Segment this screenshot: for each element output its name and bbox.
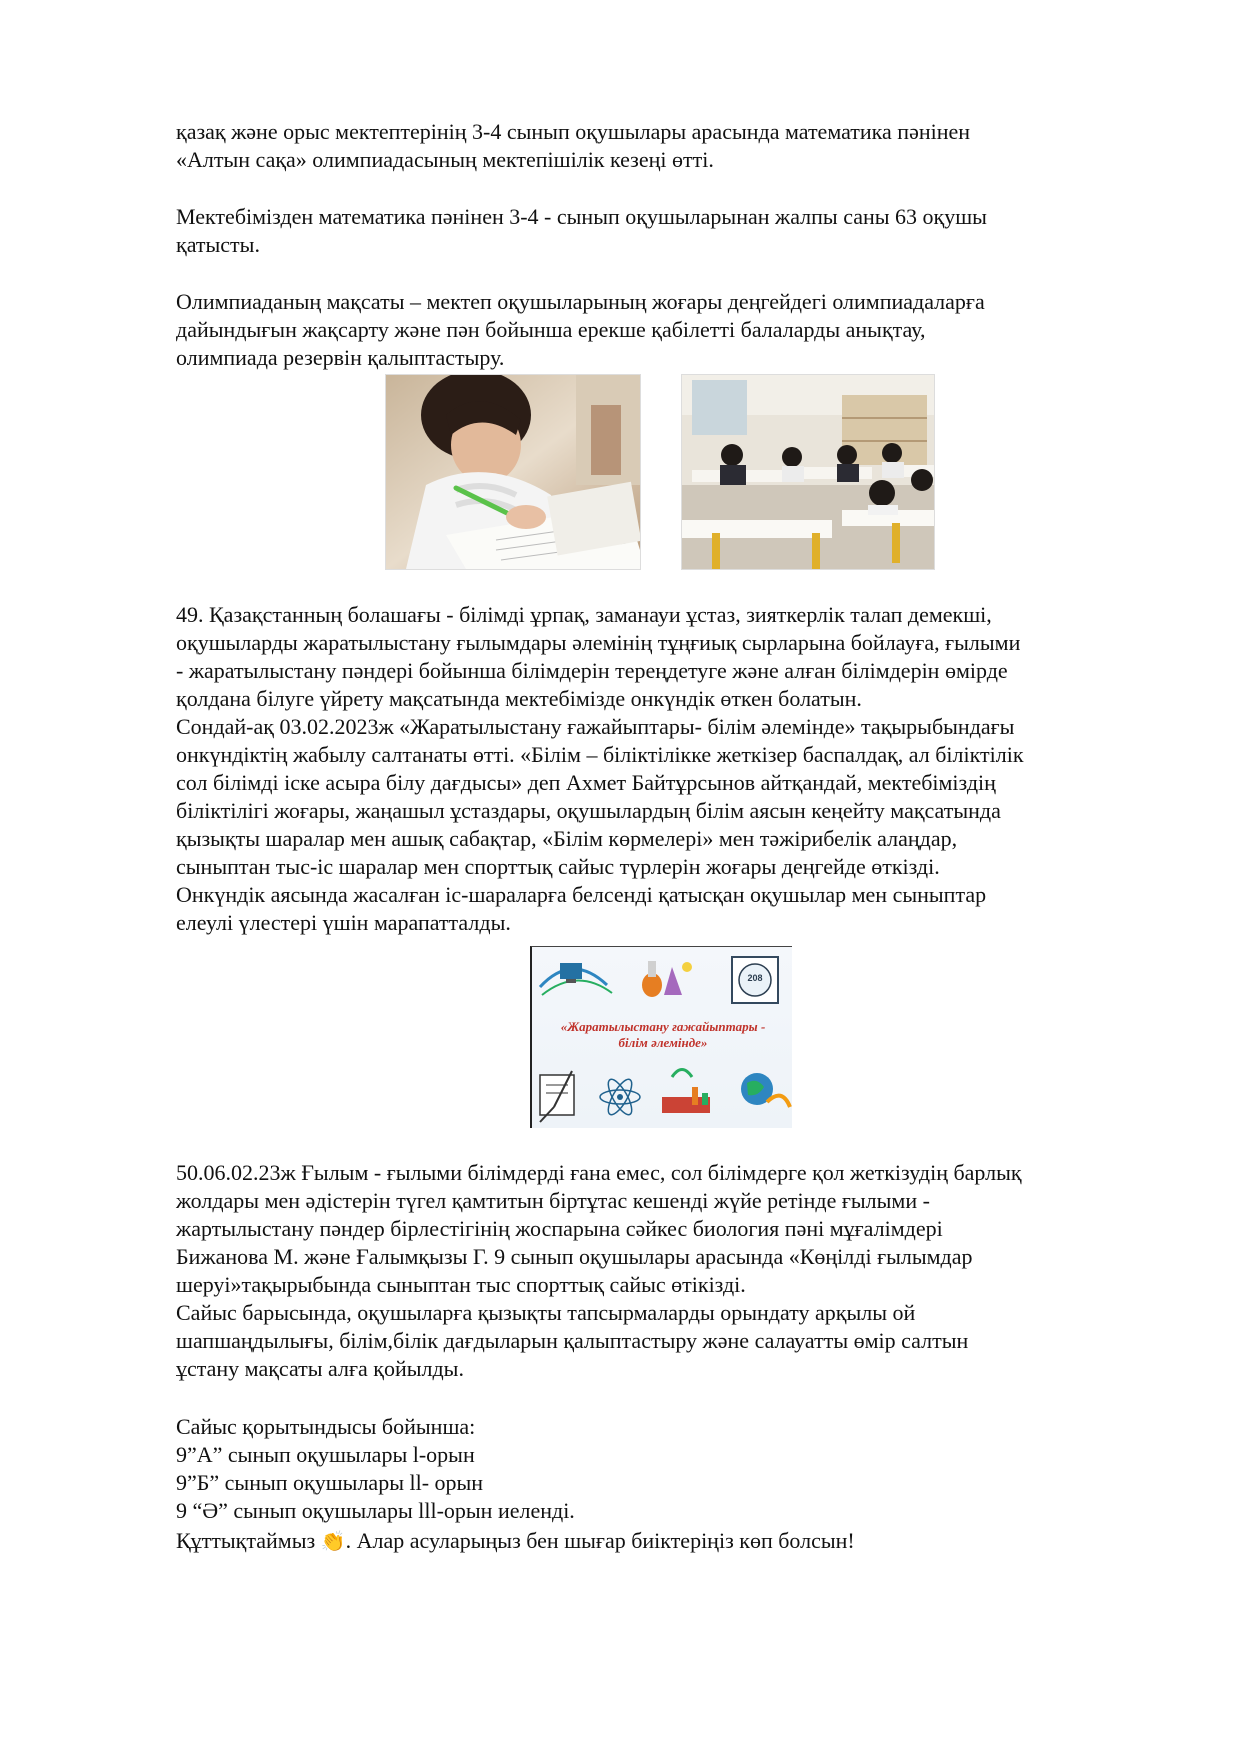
girl-writing-photo [385, 374, 641, 570]
text-line: оқушыларды жаратылыстану ғылымдары әлемінің тұңғиық сырларына бойлауға, ғылыми [176, 630, 1021, 655]
banner-badge-number: 208 [747, 973, 763, 983]
result-item: 9”Б” сынып оқушылары ll- орын [176, 1470, 484, 1495]
text-line: қолдана білуге үйрету мақсатында мектебімізде онкүндік өткен болатын. [176, 686, 862, 711]
result-item: 9 “Ә” сынып оқушылары lll-орын иеленді. [176, 1498, 575, 1523]
text-line: 49. Қазақстанның болашағы - білімді ұрпақ, заманауи ұстаз, зияткерлік талап демекші, [176, 602, 992, 627]
result-item: 9”А” сынып оқушылары l-орын [176, 1442, 475, 1467]
text-line: олимпиада резервін қалыптастыру. [176, 345, 505, 370]
text-line: Бижанова М. және Ғалымқызы Г. 9 сынып оқушылары арасында «Көңілді ғылымдар [176, 1244, 973, 1269]
closing-text-start: Құттықтаймыз [176, 1528, 321, 1553]
text-line: Мектебімізден математика пәнінен 3-4 - сынып оқушыларынан жалпы саны 63 оқушы [176, 204, 987, 229]
closing-line [176, 1527, 855, 1555]
text-line: жартылыстану пәндер бірлестігінің жоспарына сәйкес биология пәні мұғалімдері [176, 1216, 943, 1241]
text-line: сыныптан тыс-іс шаралар мен спорттық сайыс түрлерін жоғары деңгейде өткізді. [176, 854, 940, 879]
text-line: қазақ және орыс мектептерінің 3-4 сынып оқушылары арасында математика пәнінен [176, 119, 971, 144]
text-line: 50.06.02.23ж Ғылым - ғылыми білімдерді ғана емес, сол білімдерге қол жеткізудің барлық [176, 1160, 1022, 1185]
classroom-illustration [682, 375, 934, 569]
text-line: қатысты. [176, 232, 260, 257]
classroom-photo [681, 374, 935, 570]
text-line: ұстану мақсаты алға қойылды. [176, 1356, 464, 1381]
text-line: Сайыс барысында, оқушыларға қызықты тапсырмаларды орындату арқылы ой [176, 1300, 916, 1325]
text-line: жолдары мен әдістерін түгел қамтитын біртұтас кешенді жүйе ретінде ғылыми - [176, 1188, 930, 1213]
text-line: Сондай-ақ 03.02.2023ж «Жаратылыстану ғажайыптары- білім әлемінде» тақырыбындағы [176, 714, 1015, 739]
text-line: елеулі үлестері үшін марапатталды. [176, 910, 511, 935]
banner-title-line-2: білім әлемінде» [618, 1035, 708, 1050]
text-line: шеруі»тақырыбында сыныптан тыс спорттық сайыс өтікізді. [176, 1272, 746, 1297]
girl-writing-illustration [386, 375, 640, 569]
text-line: «Алтын сақа» олимпиадасының мектепішілік кезеңі өтті. [176, 147, 714, 172]
clapping-hands-icon: 👏 [320, 1529, 346, 1553]
science-week-banner [530, 946, 792, 1128]
text-line: сол білімді іске асыра білу дағдысы» деп Ахмет Байтұрсынов айтқандай, мектебіміздің [176, 770, 996, 795]
results-heading: Сайыс қорытындысы бойынша: [176, 1414, 476, 1439]
text-line: - жаратылыстану пәндері бойынша білімдерін тереңдетуге және алған білімдерін өмірде [176, 658, 1008, 683]
text-line: дайындығын жақсарту және пән бойынша ерекше қабілетті балаларды анықтау, [176, 317, 926, 342]
closing-text-end: . Алар асуларыңыз бен шығар биіктеріңіз көп болсын! [345, 1528, 855, 1553]
text-line: онкүндіктің жабылу салтанаты өтті. «Білім – біліктілікке жеткізер баспалдақ, ал біліктілік [176, 742, 1024, 767]
text-line: біліктілігі жоғары, жаңашыл ұстаздары, оқушылардың білім аясын кеңейту мақсатында [176, 798, 1001, 823]
text-line: Олимпиаданың мақсаты – мектеп оқушыларының жоғары деңгейдегі олимпиадаларға [176, 289, 985, 314]
text-line: қызықты шаралар мен ашық сабақтар, «Білім көрмелері» мен тәжірибелік алаңдар, [176, 826, 958, 851]
text-line: шапшаңдылығы, білім,білік дағдыларын қалыптастыру және салауатты өмір салтын [176, 1328, 969, 1353]
text-line: Онкүндік аясында жасалған іс-шараларға белсенді қатысқан оқушылар мен сыныптар [176, 882, 987, 907]
banner-title-line-1: «Жаратылыстану ғажайыптары - [560, 1019, 766, 1034]
